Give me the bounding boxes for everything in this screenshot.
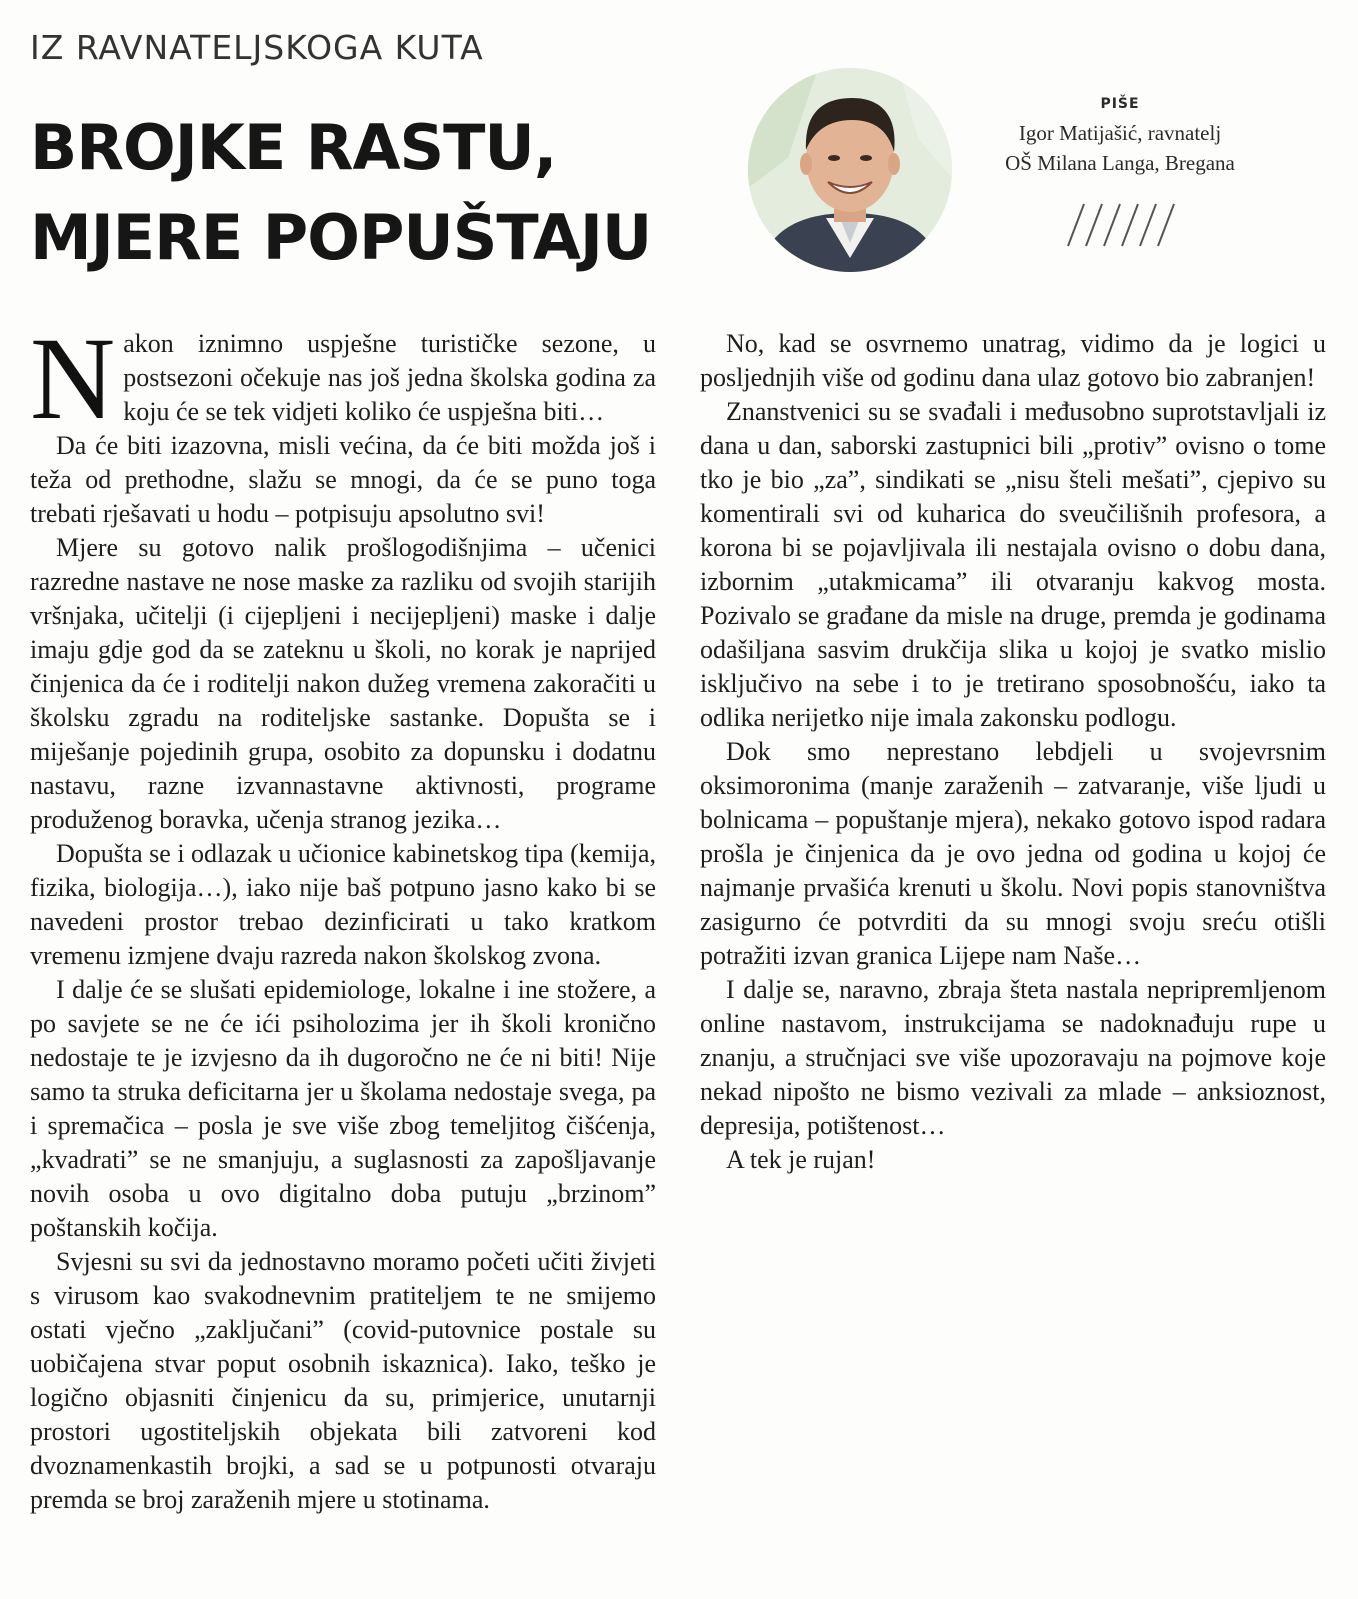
paragraph-11: A tek je rujan! — [726, 1145, 876, 1174]
author-portrait — [748, 68, 952, 272]
author-name: Igor Matijašić, ravnatelj — [1018, 121, 1222, 145]
paragraph-3: Mjere su gotovo nalik prošlogodišnjima – učenici razredne nastave ne nose maske za razliku od svojih starijih vršnjaka, učitelji (i cijepljeni i necijepljeni) maske i dalje imaju gdje god da se zateknu u školi, no korak je naprijed činjenica da će i roditelji nakon dužeg vremena zakoračiti u školsku zgradu na roditeljske sastanke. Dopušta se i miješanje pojedinih grupa, osobito za dopunsku i dodatnu nastavu, razne izvannastavne aktivnosti, programe produženog boravka, učenja stranog jezika… — [30, 533, 656, 834]
paragraph-7: No, kad se osvrnemo unatrag, vidimo da je logici u posljednjih više od godinu dana ulaz gotovo bio zabranjen! — [700, 329, 1326, 392]
paragraph-4: Dopušta se i odlazak u učionice kabinetskog tipa (kemija, fizika, biologija…), iako nije baš potpuno jasno kako bi se navedeni prostor trebao dezinficirati u tako kratkom vremenu izmjene dvaju razreda nakon školskog zvona. — [30, 839, 656, 970]
headline-line-1: BROJKE RASTU, — [30, 111, 557, 184]
drop-cap: N — [30, 313, 116, 444]
headline-line-2: MJERE POPUŠTAJU — [30, 201, 652, 274]
paragraph-9: Dok smo neprestano lebdjeli u svojevrsnim oksimoronima (manje zaraženih – zatvaranje, više ljudi u bolnicama – popuštanje mjera), nekako gotovo ispod radara prošla je činjenica da je ovo jedna od godina u kojoj će najmanje prvašića krenuti u školu. Novi popis stanovništva zasigurno će potvrditi da su mnogi svoju sreću otišli potražiti izvan granica Lijepe nam Naše… — [700, 737, 1326, 970]
paragraph-10: I dalje se, naravno, zbraja šteta nastala nepripremljenom online nastavom, instrukcijama se nadoknađuju rupe u znanju, a stručnjaci sve više upozoravaju na pojmove koje nekad nipošto ne bismo vezivali za mlade – anksioznost, depresija, potištenost… — [700, 975, 1326, 1140]
paragraph-8: Znanstvenici su se svađali i međusobno suprotstavljali iz dana u dan, saborski zastupnici bili „protiv” ovisno o tome tko je bio „za”, sindikati se „nisu šteli mešati”, cjepivo su komentirali svi od kuharica do sveučilišnih profesora, a korona bi se pojavljivala ili nestajala ovisno o dobu dana, izbornim „utakmicama” ili otvaranju kakvog mosta. Pozivalo se građane da misle na druge, premda je godinama odašiljana sasvim drukčija slika u kojoj je svatko mislio isključivo na sebe i to je tretirano sposobnošću, iako ta odlika nerijetko nije imala zakonsku podlogu. — [700, 397, 1326, 732]
article-headline — [30, 103, 730, 283]
decorative-slashes-icon — [1060, 200, 1190, 248]
byline-label: PIŠE — [1100, 96, 1140, 112]
byline — [985, 96, 1255, 178]
paragraph-2: Da će biti izazovna, misli većina, da će biti možda još i teža od prethodne, slažu se mnogi, da će se puno toga trebati rješavati u hodu – potpisuju apsolutno svi! — [30, 431, 656, 528]
paragraph-6: Svjesni su svi da jednostavno moramo početi učiti živjeti s virusom kao svakodnevnim pratiteljem te ne smijemo ostati vječno „zaključani” (covid-putovnice postale su uobičajena stvar poput osobnih iskaznica). Iako, teško je logično objasniti činjenicu da su, primjerice, unutarnji prostori ugostiteljskih objekata bili zatvoreni kod dvoznamenkastih brojki, a sad se u potpunosti otvaraju premda se broj zaraženih mjere u stotinama. — [30, 1247, 656, 1514]
section-kicker: IZ RAVNATELJSKOGA KUTA — [30, 28, 484, 67]
paragraph-5: I dalje će se slušati epidemiologe, lokalne i ine stožere, a po savjete se ne će ići psiholozima jer ih školi kronično nedostaje te je izvjesno da ih dugoročno ne će ni biti! Nije samo ta struka deficitarna jer u školama nedostaje svega, pa i spremačica – posla je sve više zbog temeljitog čišćenja, „kvadrati” se ne smanjuju, a suglasnosti za zapošljavanje novih osoba u ovo digitalno doba putuju „brzinom” poštanskih kočija. — [30, 975, 656, 1242]
paragraph-1-text: akon iznimno uspješne turističke sezone, u postsezoni očekuje nas još jedna školska godina za koju će se tek vidjeti koliko će uspješna biti… — [123, 329, 656, 426]
paragraph-1 — [30, 313, 656, 444]
author-school: OŠ Milana Langa, Bregana — [1005, 151, 1235, 175]
article-body — [30, 313, 1326, 1582]
